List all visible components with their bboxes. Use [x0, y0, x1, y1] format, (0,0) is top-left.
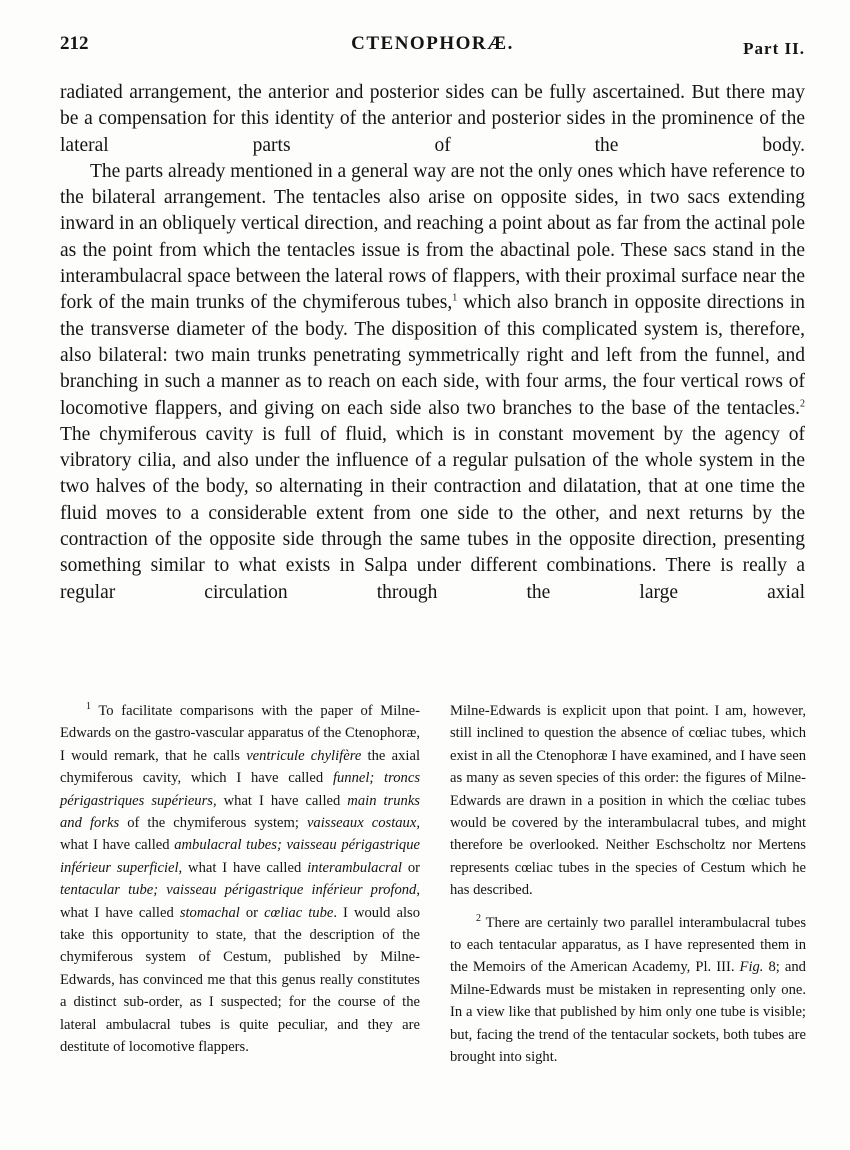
running-header: [60, 33, 805, 63]
footnote-ref-1: 1: [452, 292, 458, 304]
main-text: [60, 80, 805, 606]
footnote-ref-2: 2: [800, 398, 805, 410]
paragraph-2-part-b: which also branch in opposite directions in the transverse diameter of the body. The disposition of this complicated system is, therefore, also bilateral: two main trunks penetrating symmetrically right and left from the funnel, and branching in such a manner as to reach on each side, with four arms, the four vertical rows of locomotive flappers, and giving on each side also two branches to the base of the tentacles.: [60, 292, 806, 419]
footnote-1-marker: 1: [86, 701, 91, 713]
paragraph-1: radiated arrangement, the anterior and posterior sides can be fully ascertained. But there may be a compensation for this identity of the anterior and posterior sides in the prominence of the lateral parts of the body.: [60, 82, 805, 156]
footnote-1-continued: Milne-Edwards is explicit upon that point. I am, however, still inclined to question the absence of cœliac tubes, which exist in all the Ctenophoræ I have examined, and I have seen as many as seven species of this order: the figures of Milne-Edwards are drawn in a position in which the cœliac tubes would be covered by the interambulacral tubes, and might therefore be overlooked. Neither Eschscholtz nor Mertens represents cœliac tubes in the species of Cestum which he has described.: [450, 703, 806, 899]
page-number: 212: [60, 33, 89, 54]
footnote-2-marker: 2: [476, 912, 481, 924]
footnote-1: $^1$ To facilitate comparisons with the paper of Milne-Edwards on the gastro-vascular apparatus of the Ctenophoræ, I would remark, that he calls ventricule chylifère the axial chymiferous cavity, which I have called funnel; troncs périgastriques supérieurs, what I have called main trunks and forks of the chymiferous system; vaisseaux costaux, what I have called ambulacral tubes; vaisseau périgastrique inférieur superficiel, what I have called interambulacral or tentacular tube; vaisseau périgastrique inférieur profond, what I have called stomachal or cœliac tube. I would also take this opportunity to state, that the description of the chymiferous system of Cestum, published by Milne-Edwards, has convinced me that this genus really constitutes a distinct sub-order, as I suspected; for the course of the lateral ambulacral tubes is quite peculiar, and they are destitute of locomotive flappers.: [60, 701, 421, 1056]
paragraph-2-part-c: The chymiferous cavity is full of fluid, which is in constant movement by the agency of vibratory cilia, and also under the influence of a regular pulsation of the whole system in the two halves of the body, so alternating in their contraction and dilatation, that at one time the fluid moves to a considerable extent from one side to the other, and next returns by the contraction of the opposite side through the same tubes in the opposite direction, presenting something similar to what exists in Salpa under different combinations. There is really a regular circulation through the large axial: [60, 423, 805, 603]
footnote-column-right: [450, 700, 806, 1069]
footnote-2: $^2$ There are certainly two parallel interambulacral tubes to each tentacular apparatus, as I have represented them in the Memoirs of the American Academy, Pl. III. Fig. 8; and Milne-Edwards must be mistaken in representing only one. In a view like that published by him only one tube is visible; but, facing the trend of the tentacular sockets, both tubes are brought into sight.: [450, 912, 806, 1066]
part-label: Part II.: [743, 39, 805, 58]
running-title: CTENOPHORÆ.: [351, 33, 514, 54]
paragraph-2: [60, 159, 805, 606]
footnote-column-left: [60, 700, 420, 1059]
paragraph-2-part-a: The parts already mentioned in a general way are not the only ones which have reference to the bilateral arrangement. The tentacles also arise on opposite sides, in two sacs extending inward in an obliquely vertical direction, and reaching a point about as far from the actinal pole as the point from which the tentacles issue is from the abactinal pole. These sacs stand in the interambulacral space between the lateral rows of flappers, with their proximal surface near the fork of the main trunks of the chymiferous tubes,: [60, 160, 805, 314]
